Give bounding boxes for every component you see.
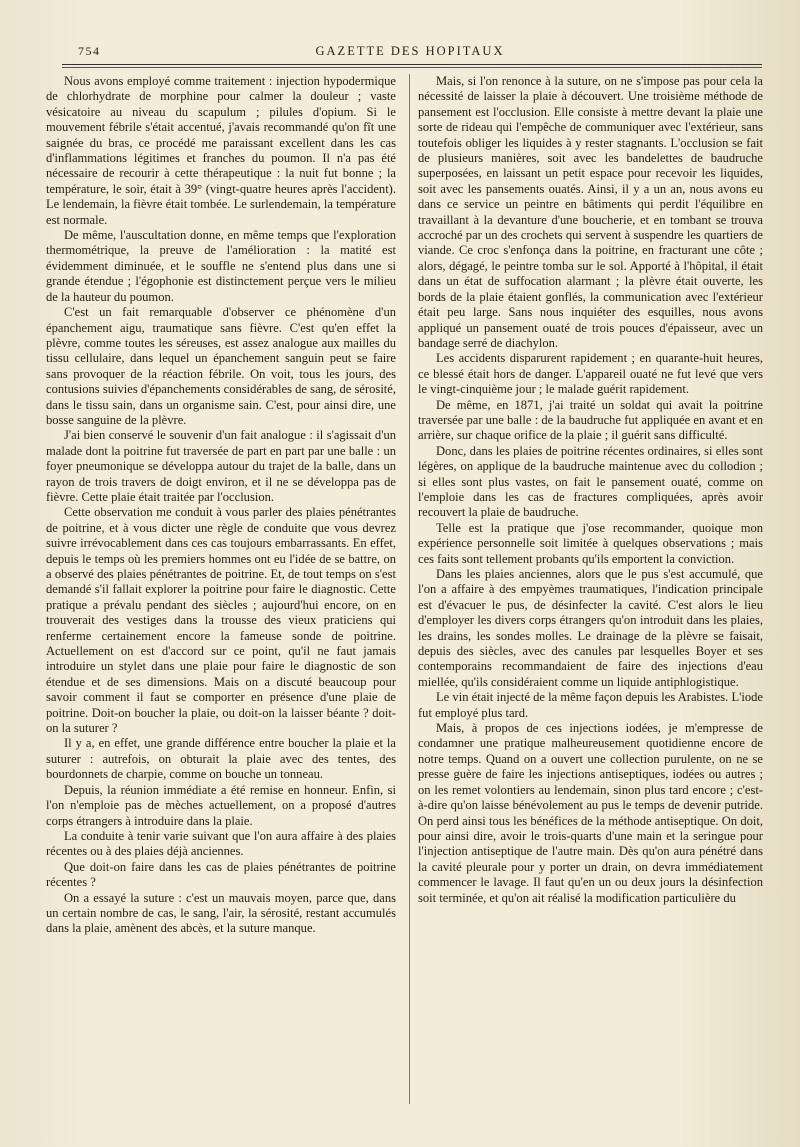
right-column (418, 74, 763, 906)
paragraph: Il y a, en effet, une grande différence entre boucher la plaie et la suturer : autrefois, on obturait la plaie avec des tentes, des bourdonnets de charpie, comme on bouche un tonneau. (46, 736, 396, 782)
paragraph: Que doit-on faire dans les cas de plaies pénétrantes de poitrine récentes ? (46, 859, 396, 890)
paragraph: Cette observation me conduit à vous parler des plaies pénétrantes de poitrine, et à vous dicter une règle de conduite que vous devrez suivre irrévocablement dans ces cas toujours embarrassants. En effet, depuis le temps où les premiers hommes ont eu l'idée de se battre, on a observé des plaies pénétrantes de poitrine. Et, de tout temps on s'est demandé s'il fallait explorer la poitrine pour faire le diagnostic. Cette pratique a prévalu pendant des siècles ; aujourd'hui encore, on en trouverait des vestiges dans la trousse des vieux praticiens qui renferme certainement encore la fameuse sonde de poitrine. Actuellement on est d'accord sur ce point, qu'il ne faut jamais introduire un stylet dans une plaie pour faire le diagnostic de son étendue et de ses dimensions. Mais on a discuté beaucoup pour savoir comment il faut se comporter en présence d'une plaie de poitrine. Doit-on boucher la plaie, ou doit-on la laisser béante ? doit-on la suturer ? (46, 505, 396, 736)
column-divider (409, 74, 410, 1104)
paragraph: Dans les plaies anciennes, alors que le pus s'est accumulé, que l'on a affaire à des empyèmes traumatiques, l'indication principale est d'évacuer le pus, de désinfecter la cavité. C'est alors le lieu d'employer les divers corps étrangers qu'on introduit dans les plaies, les drains, les sondes molles. Le drainage de la plèvre se faisait, depuis des siècles, avec des canules par lesquelles Boyer et ses contemporains recommandaient de faire des injections d'eau miellée, qu'ils considéraient comme un liquide antiphlogistique. (418, 567, 763, 689)
paragraph: La conduite à tenir varie suivant que l'on aura affaire à des plaies récentes ou à des plaies déjà anciennes. (46, 828, 396, 859)
paragraph: Nous avons employé comme traitement : injection hypodermique de chlorhydrate de morphine pour calmer la douleur ; vaste vésicatoire au niveau du scapulum ; pilules d'opium. Si le mouvement fébrile s'était accentué, j'avais recommandé qu'on fît une saignée du bras, ce procédé me paraissant excellent dans les cas d'inflammations légitimes et franches du poumon. Il n'a pas été nécessaire de recourir à cette thérapeutique : la nuit fut bonne ; la température, le soir, était à 39° (vingt-quatre heures après l'accident). Le lendemain, la fièvre était tombée. Le surlendemain, la température est normale. (46, 74, 396, 227)
paragraph: Mais, à propos de ces injections iodées, je m'empresse de condamner une pratique malheureusement quotidienne encore de notre temps. Quand on a ouvert une collection purulente, on ne se presse guère de faire les injections antiseptiques, iodées ou autres ; on les remet volontiers au lendemain, sinon plus tard encore ; c'est-à-dire qu'on laisse bénévolement au pus le temps de devenir putride. On perd ainsi tous les bénéfices de la méthode antiseptique. On doit, pour ainsi dire, avoir le trois-quarts d'une main et la seringue pour l'injection antiseptique de l'autre main. Dès qu'on aura pénétré dans la cavité pleurale pour y porter un drain, on devra immédiatement commencer le lavage. Il faut qu'en un ou deux jours la désinfection soit terminée, et qu'on ait réalisé la modification particulière du (418, 721, 763, 905)
paragraph: De même, l'auscultation donne, en même temps que l'exploration thermométrique, la preuve de l'amélioration : la matité est évidemment diminuée, et le souffle ne s'entend plus dans une si grande étendue ; l'égophonie est distinctement perçue vers le milieu de la hauteur du poumon. (46, 228, 396, 304)
paragraph: Depuis, la réunion immédiate a été remise en honneur. Enfin, si l'on n'emploie pas de mèches actuellement, on a proposé d'autres corps étrangers à introduire dans la plaie. (46, 782, 396, 828)
paragraph: Telle est la pratique que j'ose recommander, quoique mon expérience personnelle soit limitée à quelques observations ; mais ces faits sont tellement probants qu'ils emportent la conviction. (418, 520, 763, 566)
paragraph: Le vin était injecté de la même façon depuis les Arabistes. L'iode fut employé plus tard. (418, 690, 763, 720)
header-rule (62, 64, 762, 65)
paragraph: J'ai bien conservé le souvenir d'un fait analogue : il s'agissait d'un malade dont la poitrine fut traversée de part en part par une balle : un foyer pneumonique se développa autour du trajet de la balle, dans un rayon de trois travers de doigt environ, et il ne se développa pas de fièvre. Cette plaie était traitée par l'occlusion. (46, 428, 396, 504)
page-number: 754 (78, 44, 101, 58)
running-head (60, 40, 760, 62)
paragraph: Mais, si l'on renonce à la suture, on ne s'impose pas pour cela la nécessité de laisser la plaie à découvert. Une troisième méthode de pansement est l'occlusion. Elle consiste à mettre devant la plaie une sorte de rideau qui l'empêche de communiquer avec l'extérieur, sans toutefois obliger les liquides à y rester stagnants. L'occlusion se fait de plusieurs manières, soit avec les bandelettes de baudruche superposées, en laissant un petit espace pour recevoir les liquides, soit avec les pansements ouatés. Ainsi, il y a un an, nous avons eu dans ce service un peintre en bâtiments qui perdit l'équilibre en travaillant à la devanture d'une boucherie, et en tombant se trouva accroché par un des crochets qui servent à suspendre les quartiers de viande. Ce croc s'enfonça dans la poitrine, en fracturant une côte ; alors, dégagé, le peintre tomba sur le sol. Apporté à l'hôpital, il était dans un état de suffocation alarmant ; la plèvre était ouverte, les bords de la plaie étaient gonflés, la communication avec l'extérieur était peu large. Sans nous inquiéter des esquilles, nous avons appliqué un pansement ouaté de trois pouces d'épaisseur, avec un bandage serré de diachylon. (418, 74, 763, 350)
paragraph: Donc, dans les plaies de poitrine récentes ordinaires, si elles sont légères, on applique de la baudruche maintenue avec du collodion ; si elles sont plus vastes, on fait le pansement ouaté, comme on l'emploie dans les cas de fractures compliquées, après avoir recouvert la plaie de baudruche. (418, 443, 763, 520)
header-rule-thin (62, 67, 762, 68)
paragraph: On a essayé la suture : c'est un mauvais moyen, parce que, dans un certain nombre de cas, le sang, l'air, la sérosité, restant accumulés dans la plaie, amènent des abcès, et la suture manque. (46, 890, 396, 936)
paragraph: Les accidents disparurent rapidement ; en quarante-huit heures, ce blessé était hors de danger. L'appareil ouaté ne fut levé que vers le vingt-cinquième jour ; le malade guérit rapidement. (418, 351, 763, 397)
journal-title: GAZETTE DES HOPITAUX (315, 44, 505, 58)
paragraph: De même, en 1871, j'ai traité un soldat qui avait la poitrine traversée par une balle : de la baudruche fut appliquée en avant et en arrière, sur chaque orifice de la plaie ; il guérit sans difficulté. (418, 397, 763, 443)
left-column (46, 74, 396, 937)
paragraph: C'est un fait remarquable d'observer ce phénomène d'un épanchement aigu, traumatique sans fièvre. C'est qu'en effet la plèvre, comme toutes les séreuses, est assez analogue aux mailles du tissu cellulaire, dans lequel un épanchement sanguin peut se faire sans provoquer de la réaction fébrile. On voit, tous les jours, des contusions suivies d'épanchements considérables de sang, de sérosité, dans le tissu sain, dans un organisme sain. C'est, pour ainsi dire, une bosse sanguine de la plèvre. (46, 305, 396, 427)
